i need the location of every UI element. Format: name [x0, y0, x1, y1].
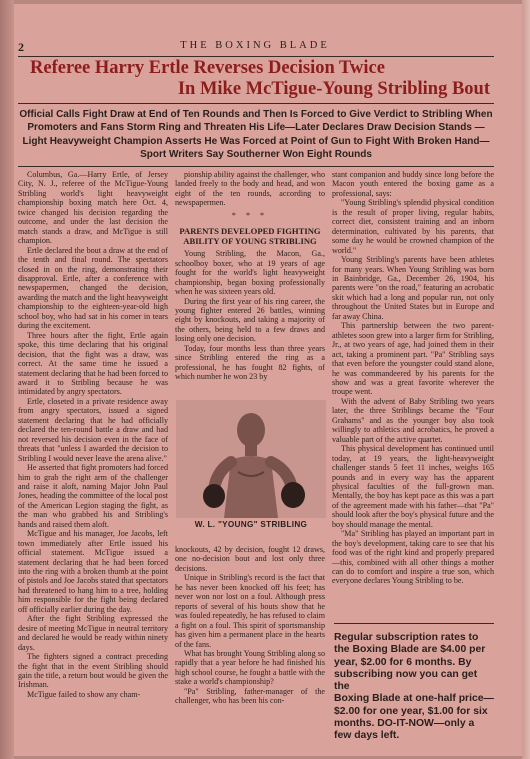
paragraph: Young Stribling's parents have been athletes for many years. When Young Stribling was born in Bainbridge, Ga., December 26, 1904, his parents were "on the road," featuring an acrobatic skit which had a long and popular run, not only throughout the United States but in Europe and far away China.	[332, 255, 494, 321]
publication-title: THE BOXING BLADE	[180, 40, 330, 51]
headline	[18, 58, 494, 100]
paragraph: pionship ability against the challenger, who landed freely to the body and head, and won eight of the ten rounds, according to newspapermen.	[175, 170, 325, 208]
promo-line: subscribing now you can get the	[334, 668, 478, 693]
promo-line: few days left.	[334, 730, 400, 742]
subscription-promo	[334, 632, 494, 743]
paragraph: He asserted that fight promoters had forced him to grab the right arm of the challenger and raise it aloft, naming Major John Paul Jones, heading the committee of the local post of the American Legion staging the fight, as the man who grabbed his and Stribling's hands and raised them aloft.	[18, 463, 168, 529]
binding-shadow	[0, 0, 14, 759]
promo-line: the Boxing Blade are $4.00 per	[334, 644, 486, 656]
paragraph: The fighters signed a contract preceding the fight that in the event Stribling should gain the title, a return bout would be given the Irishman.	[18, 652, 168, 690]
paragraph: "Ma" Stribling has played an important part in the boy's development, taking care to see that his food was of the right kind and properly prepared—this, combined with all other things a mother can do to comfort and inspire a true son, which everyone declares Young Stribling to be.	[332, 529, 494, 586]
deck-rule	[18, 166, 494, 167]
paragraph: Three hours after the fight, Ertle again spoke, this time declaring that his original decision, that the fight was a draw, was correct. At the same time he issued a statement declaring that he had been forced to award it to Stribling because he was intimidated by angry spectators.	[18, 330, 168, 397]
article-column-3	[332, 170, 494, 586]
paragraph: knockouts, 42 by decision, fought 12 draws, one no-decision bout and lost only three decisions.	[175, 545, 325, 573]
article-column-1	[18, 170, 168, 699]
paragraph: Columbus, Ga.—Harry Ertle, of Jersey City, N. J., referee of the McTigue-Young Stribling world's light heavyweight championship boxing match here Oct. 4, twice changed his decision regarding the outcome, and under the last decision the match stands a draw, and McTigue is still champion.	[18, 170, 168, 246]
page-number: 2	[18, 40, 24, 54]
promo-line: $2.00 for one year, $1.00 for six	[334, 705, 488, 717]
headline-line-2: In Mike McTigue-Young Stribling Bout	[177, 79, 490, 99]
promo-rule	[334, 623, 494, 624]
promo-line: year, $2.00 for 6 months. By	[334, 656, 472, 668]
paragraph: With the advent of Baby Stribling two years later, the three Striblings became the "Four Grahams" and as the younger boy also took willingly to athletics and acrobatics, he proved a valuable part of the active quartet.	[332, 396, 494, 444]
paragraph: Today, four months less than three years since Stribling entered the ring as a professional, he has fought 82 fights, of which number he won 23 by	[175, 343, 325, 382]
running-head	[18, 40, 492, 54]
paragraph: After the fight Stribling expressed the desire of meeting McTigue in neutral territory and declared he would be ready within ninety days.	[18, 614, 168, 652]
paragraph: Unique in Stribling's record is the fact that he has never been knocked off his feet; has never won nor lost on a foul. Although press reports of several of his bouts show that he was fouled repeatedly, he has refused to claim a fight on a foul. This spirit of sportsmanship has given him a permanent place in the hearts of the fans.	[175, 573, 325, 649]
boxer-photo	[176, 400, 326, 518]
paragraph: "Pa" Stribling, father-manager of the challenger, who has been his con-	[175, 686, 325, 706]
paragraph: Young Stribling, the Macon, Ga., schoolboy boxer, who at 19 years of age fought for the world's light heavyweight championship, began boxing professionally when he was sixteen years old.	[175, 249, 325, 297]
paragraph: What has brought Young Stribling along so rapidly that a year before he had finished his high school course, he fought a battle with the stake a world's championship?	[175, 648, 325, 687]
boxer-illustration	[176, 400, 326, 518]
article-column-2-bottom	[175, 545, 325, 706]
headline-line-1: Referee Harry Ertle Reverses Decision Twice	[30, 58, 385, 78]
paragraph: Ertle declared the bout a draw at the end of the tenth and final round. The spectators closed in on the ring, demonstrating their disapproval. Ertle, after a conference with newspapermen, changed the decision, awarding the match and the light heavyweight championship to the eighteen-year-old high school boy, who had sat in his corner in tears during the excitement.	[18, 245, 168, 331]
paragraph: During the first year of his ring career, the young fighter entered 26 battles, winning eight by knockouts, and taking a majority of the others, being held to a few draws and losing only one decision.	[175, 296, 325, 344]
paragraph: This partnership between the two parent-athletes soon grew into a larger firm for Stribling, Jr., at two years of age, had joined them in their act, taking a prominent part. "Pa" Stribling says that even before the youngster could stand alone, he was commandeered by his parents for the show and was a great favorite wherever the troupe went.	[332, 321, 494, 397]
promo-line: Boxing Blade at one-half price—	[334, 693, 494, 705]
page-edge	[522, 0, 530, 759]
paragraph: This physical development has continued until today, at 19 years, the light-heavyweight challenger stands 5 feet 11 inches, weighs 165 pounds and in every way has the apparent physical faculties of the full-grown man. Mentally, the boy has kept pace as this was a part of the agreement made with his father—that "Pa" should look after the boy's physical future and the boy should manage the mental.	[332, 444, 494, 529]
promo-line: Regular subscription rates to	[334, 632, 479, 643]
section-subhead: PARENTS DEVELOPED FIGHTING ABILITY OF YOUNG STRIBLING	[179, 226, 321, 247]
deck-subheadline: Official Calls Fight Draw at End of Ten Rounds and Then Is Forced to Give Verdict to Stribling When Promoters and Fans Storm Ring and Threaten His Life—Later Declares Draw Decision Stands —Light Heavyweight Champion Asserts He Was Forced at Point of Gun to Fight With Broken Hand—Sport Writers Say Southerner Won Eight Rounds	[19, 109, 493, 160]
paragraph: stant companion and buddy since long before the Macon youth entered the boxing game as a professional, says:	[332, 170, 494, 198]
article-column-2-top	[175, 170, 325, 382]
paragraph: "Young Stribling's splendid physical condition is the result of proper living, regular habits, correct diet, consistent training and an inborn determination, cultivated by his parents, that some day he would be crowned champion of the world."	[332, 198, 494, 255]
headline-rule	[18, 103, 494, 104]
section-stars: * * *	[231, 210, 269, 220]
promo-line: months. DO-IT-NOW—only a	[334, 718, 475, 730]
top-rule	[18, 56, 494, 57]
paragraph: Ertle, closeted in a private residence away from angry spectators, issued a signed statement declaring that he had officially declared the ten-round battle a draw and had not reversed his decision even in the face of threats that "unless I awarded the decision to Stribling I would never leave the arena alive."	[18, 396, 168, 463]
photo-caption: W. L. "YOUNG" STRIBLING	[194, 520, 308, 529]
paragraph: McTigue failed to show any cham-	[27, 689, 141, 699]
paragraph: McTigue and his manager, Joe Jacobs, left town immediately after Ertle issued his official statement. McTigue issued a statement declaring that he had been forced into the ring with a broken thumb at the point of pistols and Joe Jacobs stated that spectators had threatened to hang him to a tree, holding him responsible for the fight being declared off officially earlier during the day.	[18, 529, 168, 614]
